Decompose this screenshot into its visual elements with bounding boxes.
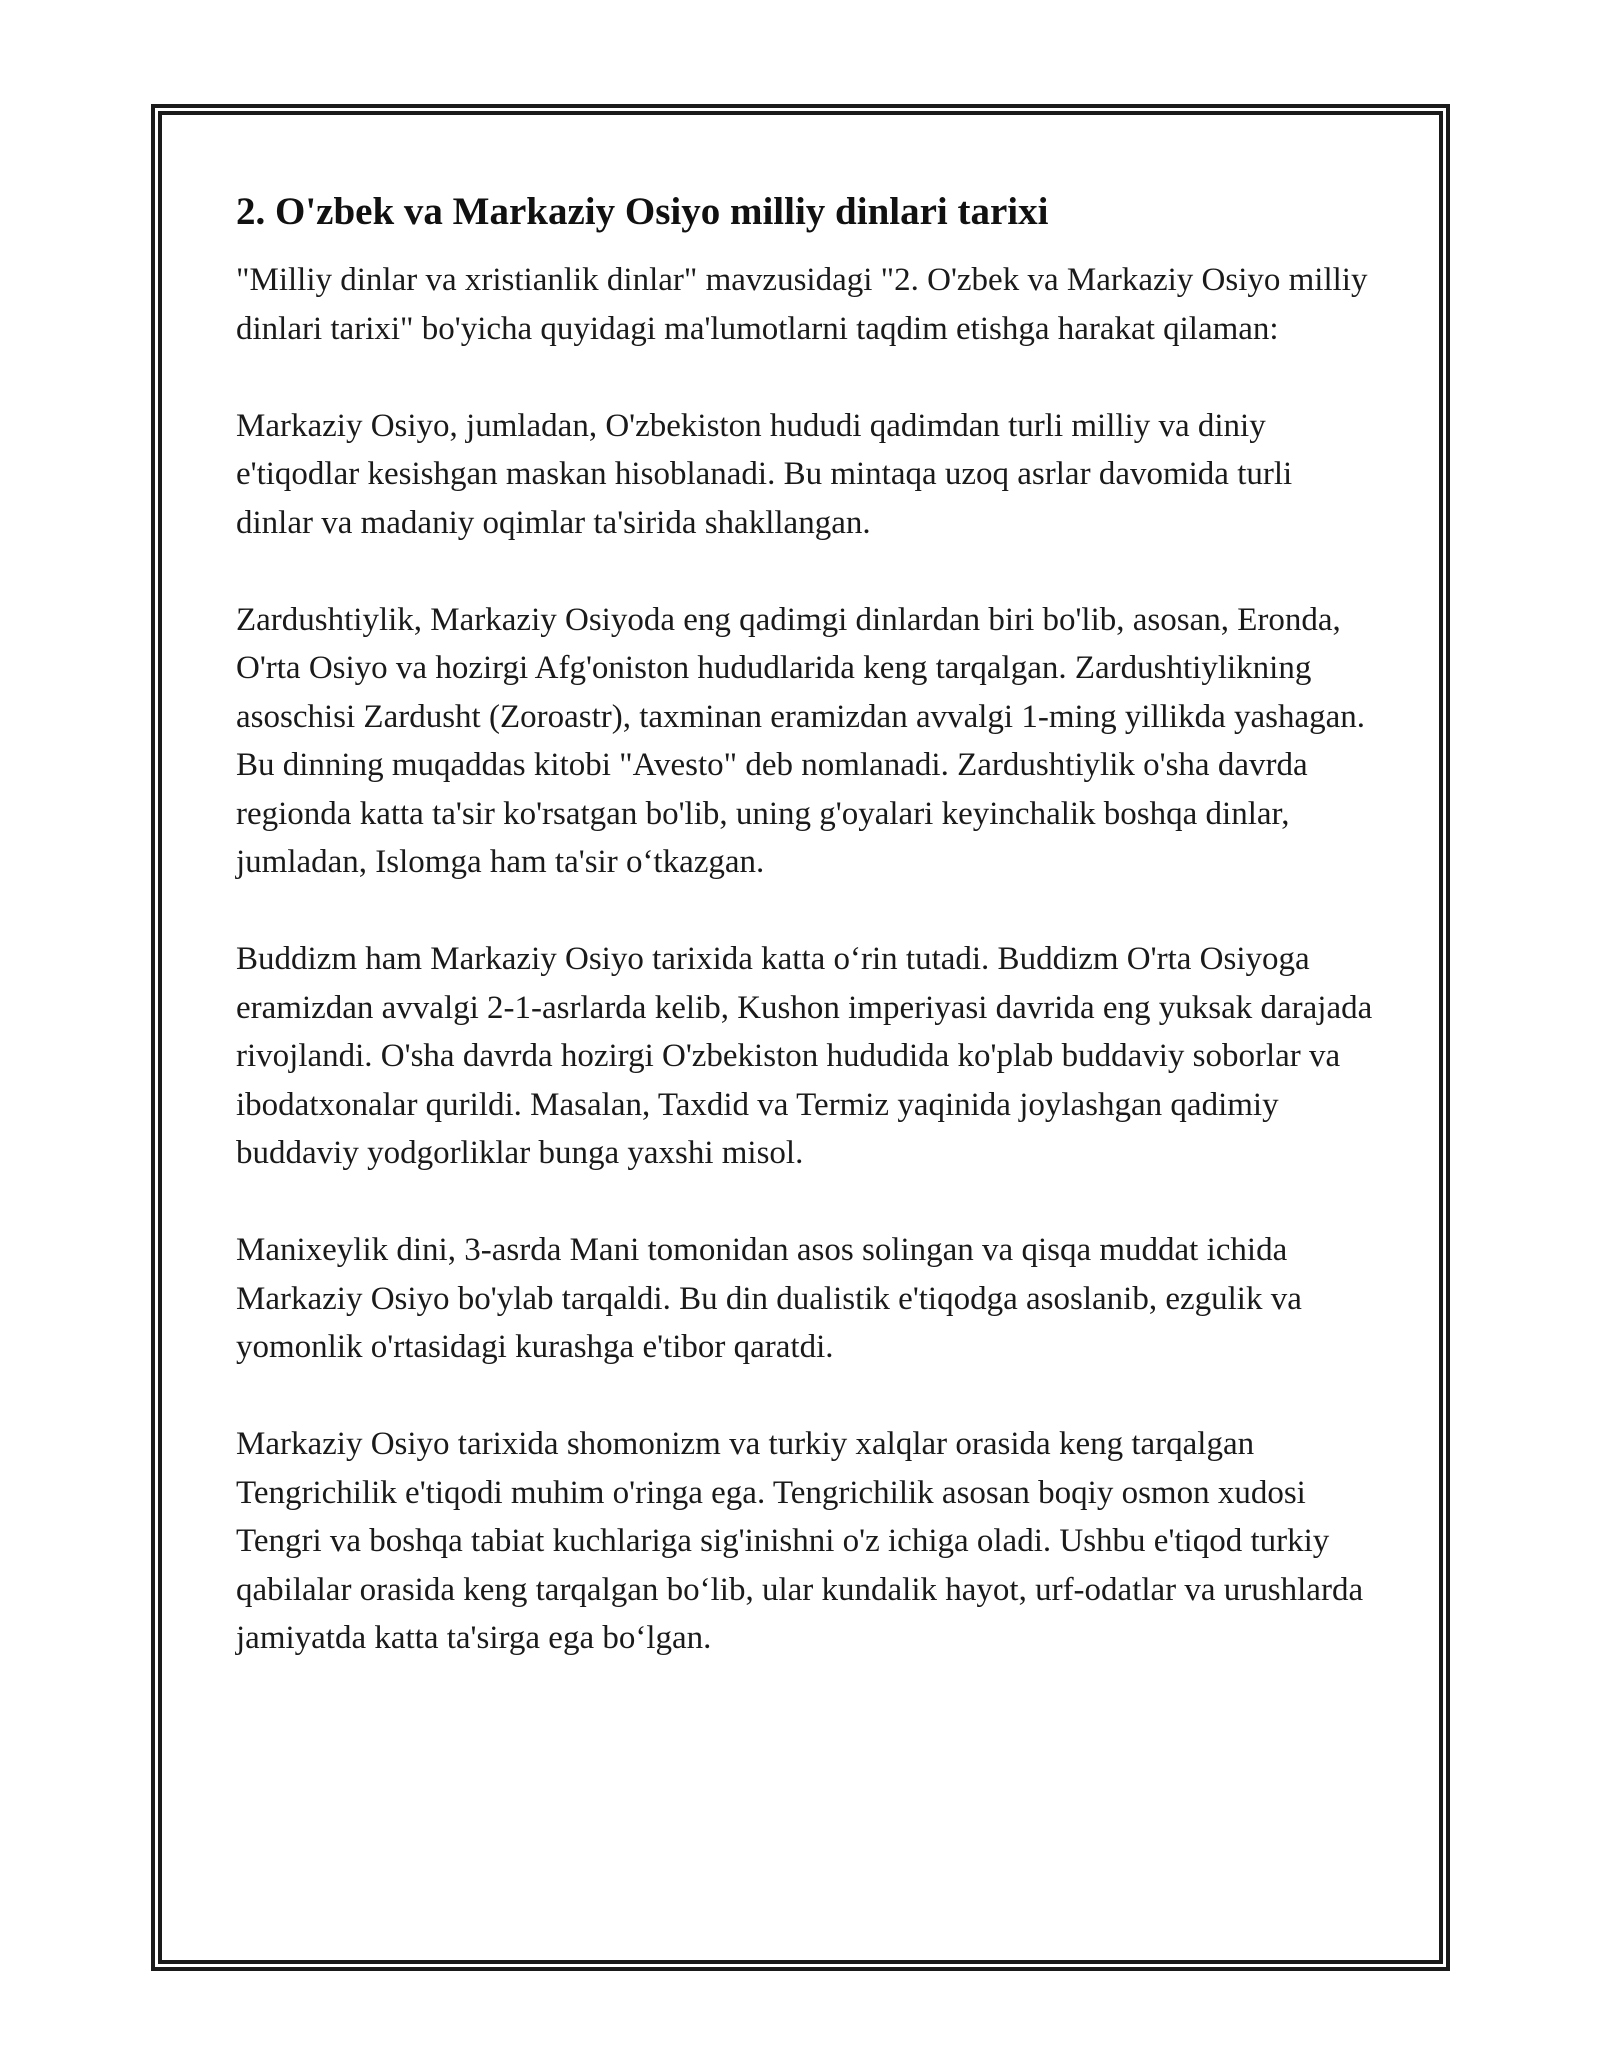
paragraph-tengrism: Markaziy Osiyo tarixida shomonizm va turkiy xalqlar orasida keng tarqalgan Tengrichilik e'tiqodi muhim o'ringa ega. Tengrichilik asosan boqiy osmon xudosi Tengri va boshqa tabiat kuchlariga sig'inishni o'z ichiga oladi. Ushbu e'tiqod turkiy qabilalar orasida keng tarqalgan bo‘lib, ular kundalik hayot, urf-odatlar va urushlarda jamiyatda katta ta'sirga ega bo‘lgan. bbox=[236, 1426, 1364, 1656]
page-title: 2. O'zbek va Markaziy Osiyo milliy dinlari tarixi bbox=[236, 190, 1049, 233]
paragraph-central-asia: Markaziy Osiyo, jumladan, O'zbekiston hududi qadimdan turli milliy va diniy e'tiqodlar kesishgan maskan hisoblanadi. Bu mintaqa uzoq asrlar davomida turli dinlar va madaniy oqimlar ta'sirida shakllangan. bbox=[236, 407, 1293, 541]
paragraph-manichaeism: Manixeylik dini, 3-asrda Mani tomonidan asos solingan va qisqa muddat ichida Markaziy Osiyo bo'ylab tarqaldi. Bu din dualistik e'tiqodga asoslanib, ezgulik va yomonlik o'rtasidagi kurashga e'tibor qaratdi. bbox=[236, 1232, 1302, 1365]
document-body bbox=[236, 188, 1376, 1711]
paragraph-buddhism: Buddizm ham Markaziy Osiyo tarixida katta o‘rin tutadi. Buddizm O'rta Osiyoga eramizdan avvalgi 2-1-asrlarda kelib, Kushon imperiyasi davrida eng yuksak darajada rivojlandi. O'sha davrda hozirgi O'zbekiston hududida ko'plab buddaviy soborlar va ibodatxonalar qurildi. Masalan, Taxdid va Termiz yaqinida joylashgan qadimiy buddaviy yodgorliklar bunga yaxshi misol. bbox=[236, 941, 1373, 1171]
paragraph-zoroastrianism: Zardushtiylik, Markaziy Osiyoda eng qadimgi dinlardan biri bo'lib, asosan, Eronda, O'rta Osiyo va hozirgi Afg'oniston hududlarida keng tarqalgan. Zardushtiylikning asoschisi Zardusht (Zoroastr), taxminan eramizdan avvalgi 1-ming yillikda yashagan. Bu dinning muqaddas kitobi "Avesto" deb nomlanadi. Zardushtiylik o'sha davrda regionda katta ta'sir ko'rsatgan bo'lib, uning g'oyalari keyinchalik boshqa dinlar, jumladan, Islomga ham ta'sir o‘tkazgan. bbox=[236, 601, 1366, 880]
paragraph-intro: "Milliy dinlar va xristianlik dinlar" mavzusidagi "2. O'zbek va Markaziy Osiyo milliy dinlari tarixi" bo'yicha quyidagi ma'lumotlarni taqdim etishga harakat qilaman: bbox=[236, 262, 1368, 347]
